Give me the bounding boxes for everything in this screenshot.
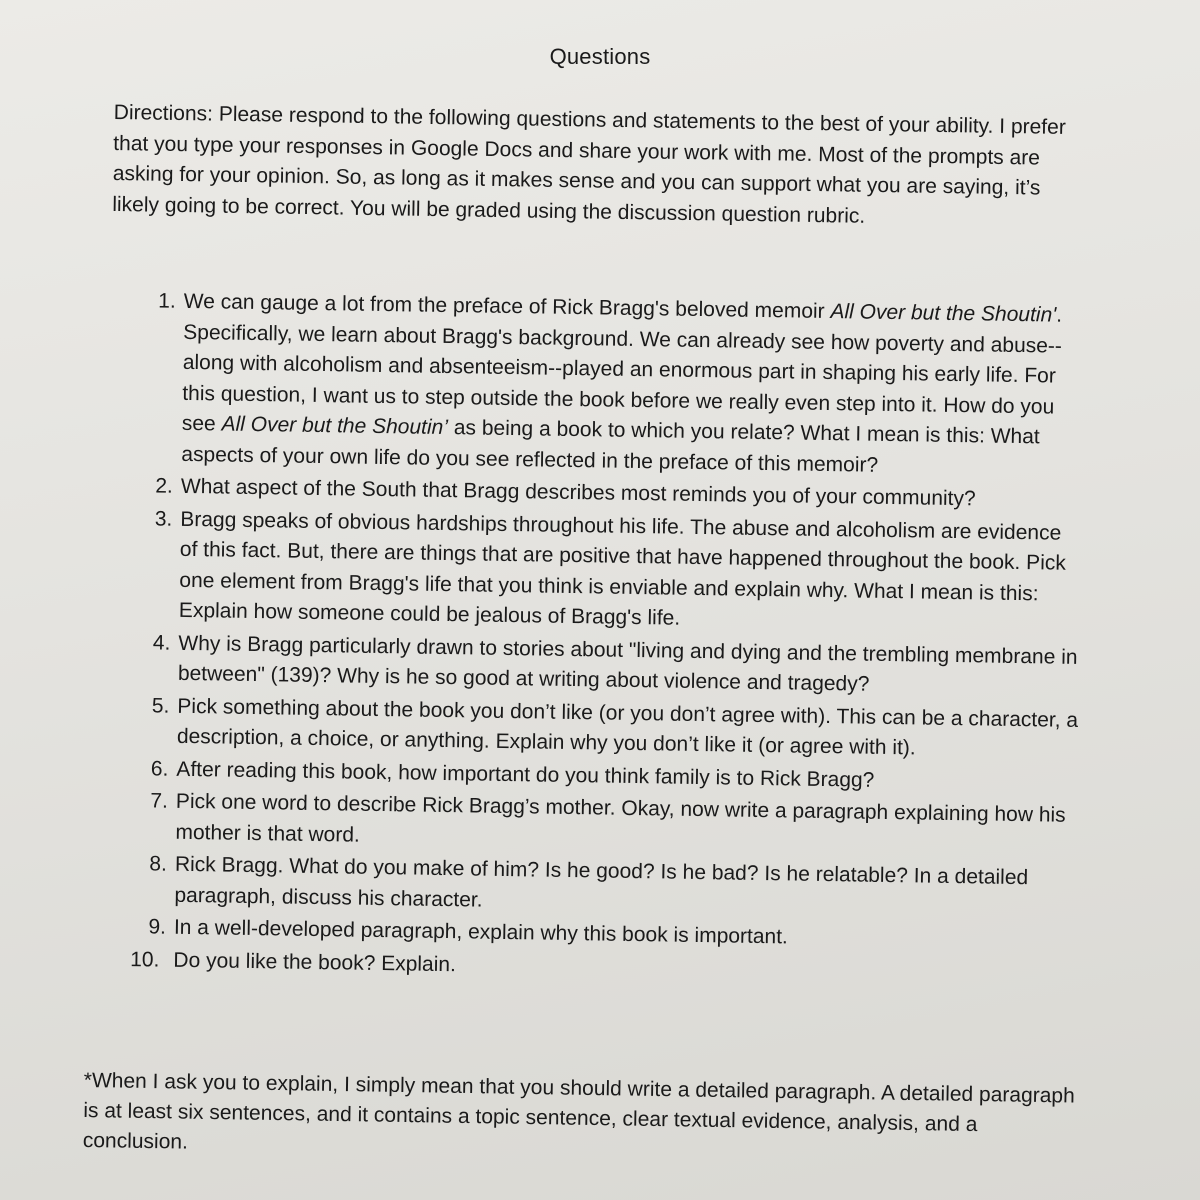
question-text [178,631,1078,695]
question-number: 4. [152,630,171,655]
question-item [123,503,1085,640]
question-item [125,286,1088,484]
question-text-segment: Why is Bragg particularly drawn to stories about "living and dying and the trembling membrane in between" (139)? Why is he so good at writing about violence and tragedy? [177,631,1078,696]
question-text-segment: Rick Bragg. What do you make of him? Is he good? Is he bad? Is he relatable? In a detailed paragraph, discuss his character. [174,852,1029,912]
question-number: 6. [150,756,169,781]
question-text [175,790,1066,846]
question-text [173,948,456,975]
question-text [174,916,788,949]
question-number: 7. [150,789,169,813]
directions-paragraph: Directions: Please respond to the following questions and statements to the best of your ability. I prefer that you type your responses in Google Docs and share your work with me. Most of the prompts are asking for your opinion. So, as long as it makes sense and you can support what you are saying, it’s likely going to be correct. You will be graded using the discussion question rubric. [112,100,1066,228]
questions-list [117,286,1088,992]
page-title: Questions [549,44,651,69]
question-text-segment: Do you like the book? Explain. [173,948,457,976]
question-text-segment: Pick something about the book you don’t like (or you don’t agree with). This can be a character, a description, a choice, or anything. Explain why you don’t like it (or agree with it). [176,694,1079,760]
question-number: 9. [148,915,167,939]
question-text-segment: In a well-developed paragraph, explain why this book is important. [173,915,789,949]
question-number: 8. [149,852,168,876]
question-number: 5. [151,693,170,718]
question-number: 10. [130,947,160,972]
question-number: 3. [154,506,173,531]
question-text [177,694,1079,759]
question-text [174,853,1028,911]
question-text [179,507,1066,629]
question-text [181,290,1062,476]
question-text-segment: as being a book to which you relate? What I mean is this: What aspects of your own life do you see reflected in the preface of this memoir? [181,416,1040,477]
question-text-segment: After reading this book, how important do you think family is to Rick Bragg? [176,757,875,792]
question-number: 1. [158,289,176,313]
question-text-segment: We can gauge a lot from the preface of Rick Bragg's beloved memoir [183,289,831,324]
question-text-segment: Pick one word to describe Rick Bragg’s mother. Okay, now write a paragraph explaining how his mother is that word. [175,789,1066,847]
footnote-paragraph: *When I ask you to explain, I simply mean that you should write a detailed paragraph. A detailed paragraph is at least six sentences, and it contains a topic sentence, clear textual evidence, analysis, and a conclusion. [82,1068,1075,1154]
question-text [176,757,874,791]
book-title-italic: All Over but the Shoutin' [830,300,1057,327]
question-text-segment: Bragg speaks of obvious hardships throughout his life. The abuse and alcoholism are evidence of this fact. But, there are things that are positive that have happened throughout the book. Pick one element from Bragg's life that you think is enviable and explain why. What I mean is this: Explain how someone could be jealous of Bragg's life. [178,507,1067,630]
question-text-segment: . Specifically, we learn about Bragg's background. We can already see how poverty and abuse--along with alcoholism and absenteeism--played an enormous part in shaping his early life. For this question, I want us to step outside the book before we really even step into it. How do you see [181,303,1063,436]
question-text-segment: What aspect of the South that Bragg describes most reminds you of your community? [180,474,976,511]
book-title-italic: All Over but the Shoutin’ [221,412,449,440]
question-number: 2. [155,474,174,498]
